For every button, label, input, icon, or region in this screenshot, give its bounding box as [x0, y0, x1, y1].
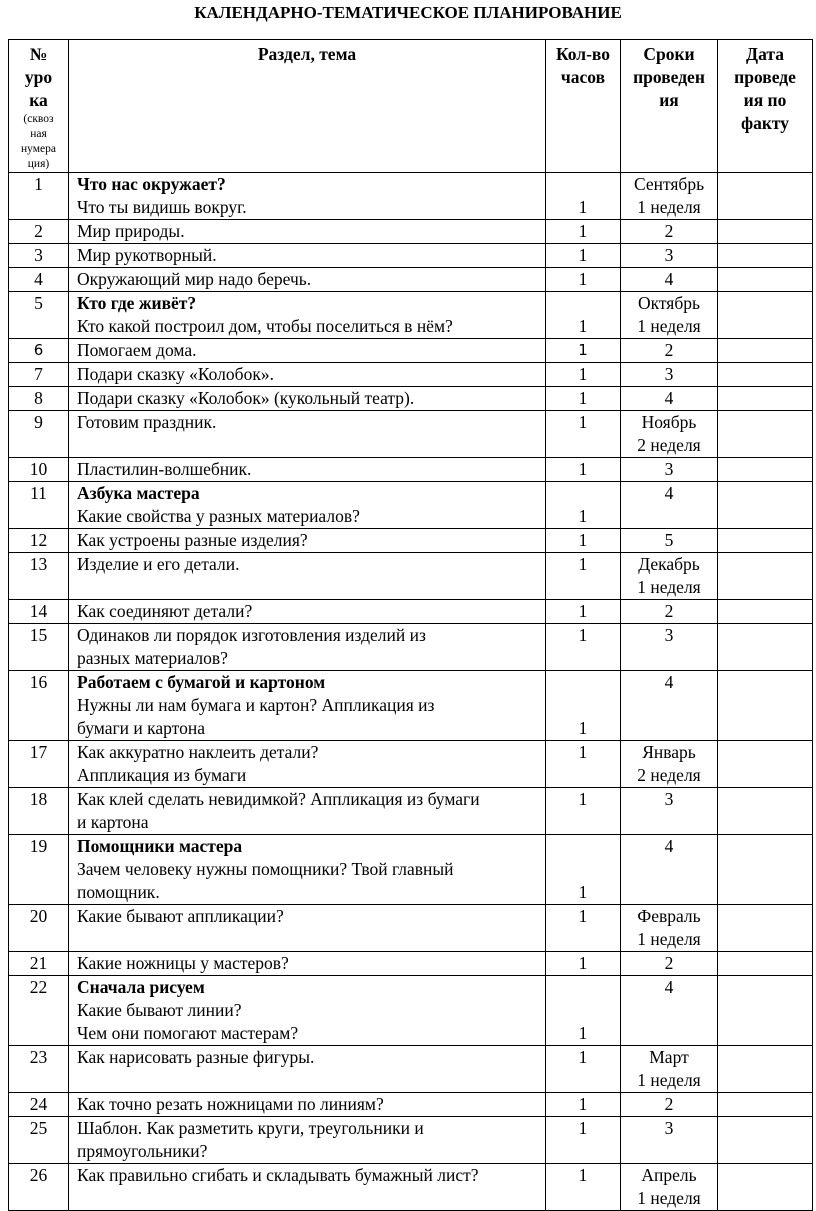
table-row: [9, 553, 813, 600]
lesson-number: 6: [9, 339, 69, 363]
planned-date: [621, 363, 718, 387]
lesson-number: 21: [9, 952, 69, 976]
lesson-hours: 1: [546, 600, 621, 624]
lesson-hours: 1: [546, 835, 621, 905]
date-line: 2: [664, 953, 674, 973]
planned-date: [621, 624, 718, 671]
lesson-number: 20: [9, 905, 69, 952]
lesson-number: 5: [9, 292, 69, 339]
section-title: Помощники мастера: [77, 836, 243, 856]
section-title: Азбука мастера: [77, 483, 200, 503]
lesson-topic: [69, 482, 546, 529]
header-planned-line: проведен: [633, 67, 705, 87]
planned-date: [621, 339, 718, 363]
header-note-line: ная: [30, 128, 47, 140]
lesson-hours: 1: [546, 741, 621, 788]
topic-line: бумаги и картона: [77, 718, 205, 738]
table-row: [9, 363, 813, 387]
planned-date: [621, 1164, 718, 1211]
date-line: 2: [664, 1094, 674, 1114]
date-line: 1 неделя: [637, 1188, 701, 1208]
planned-date: [621, 244, 718, 268]
lesson-topic: [69, 387, 546, 411]
topic-line: Подари сказку «Колобок» (кукольный театр).: [77, 388, 415, 408]
date-line: 4: [664, 269, 674, 289]
actual-date: [718, 553, 813, 600]
planned-date: [621, 976, 718, 1046]
lesson-topic: [69, 835, 546, 905]
lesson-topic: [69, 1164, 546, 1211]
planned-date: [621, 788, 718, 835]
table-row: [9, 905, 813, 952]
lesson-hours: 1: [546, 624, 621, 671]
planned-date: [621, 387, 718, 411]
date-line: 3: [664, 789, 674, 809]
topic-line: Окружающий мир надо беречь.: [77, 269, 312, 289]
header-actual-line: Дата: [746, 44, 784, 64]
lesson-topic: [69, 244, 546, 268]
actual-date: [718, 600, 813, 624]
table-header-row: [9, 40, 813, 173]
lesson-number: 2: [9, 220, 69, 244]
table-row: [9, 244, 813, 268]
header-actual-line: ия по: [743, 90, 787, 110]
lesson-topic: [69, 624, 546, 671]
lesson-number: 13: [9, 553, 69, 600]
topic-line: Как устроены разные изделия?: [77, 530, 308, 550]
table-row: [9, 529, 813, 553]
lesson-hours: 1: [546, 244, 621, 268]
date-line: Сентябрь: [633, 174, 705, 194]
table-row: [9, 741, 813, 788]
planned-date: [621, 173, 718, 220]
planned-date: [621, 220, 718, 244]
planned-date: [621, 458, 718, 482]
table-row: [9, 173, 813, 220]
header-hours: [546, 40, 621, 173]
lesson-topic: [69, 741, 546, 788]
actual-date: [718, 1093, 813, 1117]
lesson-hours: 1: [546, 339, 621, 363]
lesson-hours: 1: [546, 292, 621, 339]
actual-date: [718, 671, 813, 741]
date-line: 3: [664, 625, 674, 645]
date-line: 2: [664, 601, 674, 621]
date-line: Октябрь: [637, 293, 700, 313]
actual-date: [718, 1046, 813, 1093]
lesson-number: 11: [9, 482, 69, 529]
planned-date: [621, 952, 718, 976]
lesson-number: 19: [9, 835, 69, 905]
table-row: [9, 292, 813, 339]
page-title: КАЛЕНДАРНО-ТЕМАТИЧЕСКОЕ ПЛАНИРОВАНИЕ: [194, 3, 622, 22]
topic-line: Какие бывают аппликации?: [77, 906, 284, 926]
lesson-topic: [69, 173, 546, 220]
header-planned-date: [621, 40, 718, 173]
lesson-number: 23: [9, 1046, 69, 1093]
lesson-number: 4: [9, 268, 69, 292]
table-row: [9, 482, 813, 529]
lesson-number: 7: [9, 363, 69, 387]
lesson-hours: 1: [546, 482, 621, 529]
date-line: 2 неделя: [637, 765, 701, 785]
topic-line: Нужны ли нам бумага и картон? Аппликация из: [77, 695, 435, 715]
actual-date: [718, 905, 813, 952]
lesson-hours: 1: [546, 1046, 621, 1093]
date-line: 4: [664, 977, 674, 997]
topic-line: Аппликация из бумаги: [77, 765, 247, 785]
date-line: Декабрь: [638, 554, 700, 574]
lesson-topic: [69, 411, 546, 458]
table-row: [9, 600, 813, 624]
actual-date: [718, 244, 813, 268]
lesson-topic: [69, 952, 546, 976]
date-line: 4: [664, 388, 674, 408]
planned-date: [621, 411, 718, 458]
date-line: 4: [664, 836, 674, 856]
actual-date: [718, 1117, 813, 1164]
lesson-hours: 1: [546, 788, 621, 835]
topic-line: Мир рукотворный.: [77, 245, 217, 265]
planned-date: [621, 1093, 718, 1117]
topic-line: Подари сказку «Колобок».: [77, 364, 274, 384]
table-row: [9, 671, 813, 741]
lesson-number: 24: [9, 1093, 69, 1117]
table-row: [9, 976, 813, 1046]
header-actual-line: факту: [740, 113, 790, 133]
date-line: 1 неделя: [637, 197, 701, 217]
header-planned-line: Сроки: [643, 44, 695, 64]
actual-date: [718, 835, 813, 905]
table-row: [9, 1046, 813, 1093]
planned-date: [621, 741, 718, 788]
topic-line: прямоугольники?: [77, 1141, 208, 1161]
lesson-number: 10: [9, 458, 69, 482]
lesson-number: 25: [9, 1117, 69, 1164]
lesson-number: 8: [9, 387, 69, 411]
actual-date: [718, 788, 813, 835]
planned-date: [621, 268, 718, 292]
header-hours-line: часов: [560, 67, 606, 87]
section-title: Что нас окружает?: [77, 174, 226, 194]
topic-line: помощник.: [77, 882, 160, 902]
topic-line: Как клей сделать невидимкой? Аппликация из бумаги: [77, 789, 480, 809]
lesson-topic: [69, 1117, 546, 1164]
planned-date: [621, 835, 718, 905]
topic-line: Изделие и его детали.: [77, 554, 240, 574]
lesson-hours: 1: [546, 1164, 621, 1211]
lesson-hours: 1: [546, 411, 621, 458]
lesson-number: 22: [9, 976, 69, 1046]
actual-date: [718, 976, 813, 1046]
lesson-number: 9: [9, 411, 69, 458]
header-note-line: ция): [27, 158, 50, 170]
lesson-hours: 1: [546, 458, 621, 482]
actual-date: [718, 458, 813, 482]
section-title: Сначала рисуем: [77, 977, 205, 997]
lesson-topic: [69, 1093, 546, 1117]
lesson-number: 17: [9, 741, 69, 788]
actual-date: [718, 387, 813, 411]
lesson-number: 12: [9, 529, 69, 553]
topic-line: Мир природы.: [77, 221, 185, 241]
lesson-topic: [69, 671, 546, 741]
topic-line: Какие ножницы у мастеров?: [77, 953, 289, 973]
header-note-line: (сквоз: [23, 113, 54, 125]
lesson-hours: 1: [546, 268, 621, 292]
actual-date: [718, 339, 813, 363]
lesson-topic: [69, 976, 546, 1046]
topic-line: Кто какой построил дом, чтобы поселиться в нём?: [77, 316, 453, 336]
topic-line: Чем они помогают мастерам?: [77, 1023, 299, 1043]
table-row: [9, 268, 813, 292]
lesson-number: 18: [9, 788, 69, 835]
lesson-hours: 1: [546, 1117, 621, 1164]
date-line: 2 неделя: [637, 435, 701, 455]
lesson-hours: 1: [546, 220, 621, 244]
planned-date: [621, 600, 718, 624]
lesson-hours: 1: [546, 173, 621, 220]
date-line: 4: [664, 483, 674, 503]
lesson-topic: [69, 220, 546, 244]
header-num-note: [9, 112, 68, 172]
topic-line: Одинаков ли порядок изготовления изделий из: [77, 625, 426, 645]
planned-date: [621, 1046, 718, 1093]
topic-line: и картона: [77, 812, 149, 832]
date-line: 1 неделя: [637, 929, 701, 949]
date-line: 3: [664, 245, 674, 265]
header-hours-line: Кол-во: [555, 44, 611, 64]
planned-date: [621, 553, 718, 600]
actual-date: [718, 741, 813, 788]
planned-date: [621, 1117, 718, 1164]
actual-date: [718, 363, 813, 387]
lesson-topic: [69, 788, 546, 835]
lesson-hours: 1: [546, 671, 621, 741]
planning-table: [8, 39, 813, 1211]
lesson-topic: [69, 529, 546, 553]
lesson-hours: 1: [546, 553, 621, 600]
lesson-number: 15: [9, 624, 69, 671]
topic-line: Пластилин-волшебник.: [77, 459, 252, 479]
table-row: [9, 1164, 813, 1211]
planned-date: [621, 529, 718, 553]
lesson-hours: 1: [546, 529, 621, 553]
lesson-number: 16: [9, 671, 69, 741]
lesson-number: 3: [9, 244, 69, 268]
table-row: [9, 458, 813, 482]
date-line: Ноябрь: [641, 412, 697, 432]
topic-line: разных материалов?: [77, 648, 228, 668]
topic-line: Как аккуратно наклеить детали?: [77, 742, 319, 762]
date-line: 3: [664, 1118, 674, 1138]
table-row: [9, 411, 813, 458]
header-actual-date: [718, 40, 813, 173]
table-row: [9, 624, 813, 671]
header-topic: Раздел, тема: [69, 40, 546, 173]
lesson-hours: 1: [546, 952, 621, 976]
date-line: 1 неделя: [637, 577, 701, 597]
lesson-hours: 1: [546, 363, 621, 387]
header-num-line: №: [29, 44, 48, 64]
table-row: [9, 1117, 813, 1164]
table-row: [9, 220, 813, 244]
lesson-hours: 1: [546, 387, 621, 411]
date-line: 3: [664, 459, 674, 479]
actual-date: [718, 411, 813, 458]
section-title: Работаем с бумагой и картоном: [77, 672, 326, 692]
actual-date: [718, 292, 813, 339]
topic-line: Как соединяют детали?: [77, 601, 253, 621]
topic-line: Шаблон. Как разметить круги, треугольники и: [77, 1118, 424, 1138]
date-line: 1 неделя: [637, 316, 701, 336]
actual-date: [718, 268, 813, 292]
header-note-line: нумера: [21, 143, 56, 155]
date-line: 2: [664, 221, 674, 241]
table-row: [9, 788, 813, 835]
table-row: [9, 339, 813, 363]
topic-line: Как точно резать ножницами по линиям?: [77, 1094, 384, 1114]
lesson-hours: 1: [546, 1093, 621, 1117]
topic-line: Что ты видишь вокруг.: [77, 197, 247, 217]
topic-line: Какие бывают линии?: [77, 1000, 242, 1020]
date-line: 1 неделя: [637, 1070, 701, 1090]
planned-date: [621, 292, 718, 339]
header-num-line: ка: [29, 90, 48, 110]
lesson-topic: [69, 905, 546, 952]
date-line: 2: [664, 340, 674, 360]
planned-date: [621, 905, 718, 952]
date-line: Январь: [642, 742, 696, 762]
actual-date: [718, 952, 813, 976]
lesson-number: 1: [9, 173, 69, 220]
header-planned-line: ия: [659, 90, 679, 110]
planned-date: [621, 671, 718, 741]
section-title: Кто где живёт?: [77, 293, 197, 313]
lesson-topic: [69, 1046, 546, 1093]
date-line: 4: [664, 672, 674, 692]
topic-line: Как нарисовать разные фигуры.: [77, 1047, 315, 1067]
table-row: [9, 835, 813, 905]
topic-line: Помогаем дома.: [77, 340, 197, 360]
lesson-topic: [69, 363, 546, 387]
actual-date: [718, 624, 813, 671]
lesson-topic: [69, 292, 546, 339]
header-lesson-number: [9, 40, 69, 173]
topic-line: Какие свойства у разных материалов?: [77, 506, 360, 526]
date-line: Март: [649, 1047, 689, 1067]
date-line: 5: [664, 530, 674, 550]
topic-line: Зачем человеку нужны помощники? Твой главный: [77, 859, 454, 879]
lesson-number: 26: [9, 1164, 69, 1211]
actual-date: [718, 220, 813, 244]
table-row: [9, 1093, 813, 1117]
actual-date: [718, 482, 813, 529]
table-row: [9, 952, 813, 976]
lesson-topic: [69, 600, 546, 624]
lesson-topic: [69, 458, 546, 482]
lesson-number: 14: [9, 600, 69, 624]
lesson-hours: 1: [546, 905, 621, 952]
date-line: Апрель: [641, 1165, 697, 1185]
topic-line: Как правильно сгибать и складывать бумажный лист?: [77, 1165, 479, 1185]
header-actual-line: проведе: [734, 67, 796, 87]
header-num-line: уро: [24, 67, 53, 87]
header-num-main: [9, 43, 68, 112]
lesson-topic: [69, 553, 546, 600]
actual-date: [718, 1164, 813, 1211]
date-line: 3: [664, 364, 674, 384]
topic-line: Готовим праздник.: [77, 412, 217, 432]
date-line: Февраль: [637, 906, 701, 926]
lesson-topic: [69, 339, 546, 363]
lesson-topic: [69, 268, 546, 292]
planned-date: [621, 482, 718, 529]
table-row: [9, 387, 813, 411]
actual-date: [718, 529, 813, 553]
lesson-hours: 1: [546, 976, 621, 1046]
actual-date: [718, 173, 813, 220]
